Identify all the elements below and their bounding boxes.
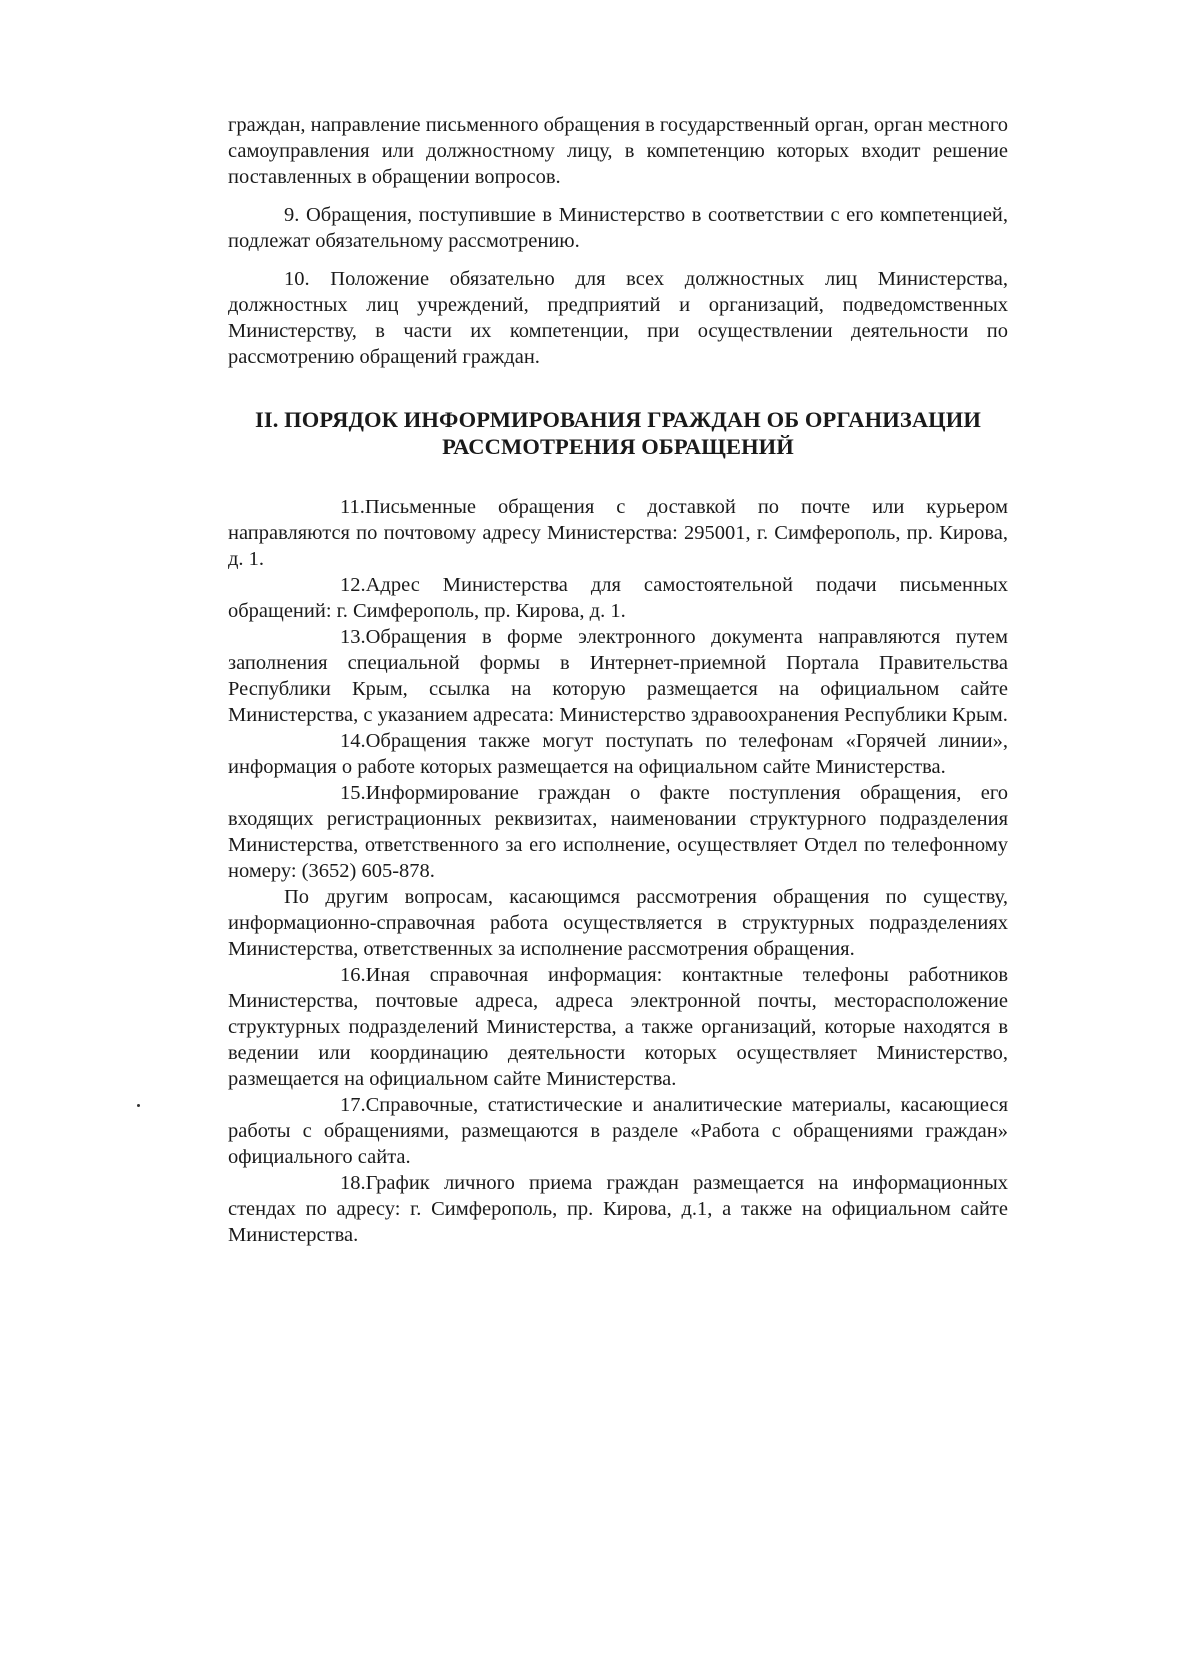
paragraph-12-number: 12. — [340, 574, 366, 596]
paragraph-13 — [228, 624, 1008, 728]
paragraph-18-number: 18. — [340, 1172, 366, 1194]
section-title-line-1: II. ПОРЯДОК ИНФОРМИРОВАНИЯ ГРАЖДАН ОБ ОРГАНИЗАЦИИ — [255, 407, 981, 432]
paragraph-15 — [228, 780, 1008, 884]
paragraph-15-text: Информирование граждан о факте поступления обращения, его входящих регистрационных реквизитах, наименовании структурного подразделения Министерства, ответственного за его исполнение, осуществляет Отдел по телефонному номеру: (3652) 605-878. — [228, 782, 1008, 882]
section-title — [228, 406, 1008, 460]
scan-speck — [137, 1104, 140, 1107]
paragraph-9-text: Обращения, поступившие в Министерство в соответствии с его компетенцией, подлежат обязательному рассмотрению. — [228, 204, 1009, 252]
paragraph-15-continuation — [228, 884, 1008, 962]
paragraph-15-number: 15. — [340, 782, 366, 804]
paragraph-18 — [228, 1170, 1008, 1248]
paragraph-12-text: Адрес Министерства для самостоятельной подачи письменных обращений: г. Симферополь, пр. Кирова, д. 1. — [228, 574, 1008, 622]
paragraph-16-text: Иная справочная информация: контактные телефоны работников Министерства, почтовые адреса, адреса электронной почты, месторасположение структурных подразделений Министерства, а также организаций, которые находятся в ведении или координацию деятельности которых осуществляет Министерство, размещается на официальном сайте Министерства. — [228, 964, 1008, 1090]
paragraph-11-text: Письменные обращения с доставкой по почте или курьером направляются по почтовому адресу Министерства: 295001, г. Симферополь, пр. Кирова, д. 1. — [228, 496, 1008, 570]
paragraph-13-text: Обращения в форме электронного документа направляются путем заполнения специальной формы в Интернет-приемной Портала Правительства Республики Крым, ссылка на которую размещается на официальном сайте Министерства, с указанием адресата: Министерство здравоохранения Республики Крым. — [228, 626, 1008, 726]
paragraph-15-continuation-text: По другим вопросам, касающимся рассмотрения обращения по существу, информационно-справочная работа осуществляется в структурных подразделениях Министерства, ответственных за исполнение рассмотрения обращения. — [228, 886, 1008, 960]
paragraph-9-number: 9. — [284, 204, 300, 226]
section-title-line-2: РАССМОТРЕНИЯ ОБРАЩЕНИЙ — [442, 434, 794, 459]
paragraph-10 — [228, 266, 1008, 370]
paragraph-18-text: График личного приема граждан размещается на информационных стендах по адресу: г. Симферополь, пр. Кирова, д.1, а также на официальном сайте Министерства. — [228, 1172, 1008, 1246]
paragraph-10-text: Положение обязательно для всех должностных лиц Министерства, должностных лиц учреждений, предприятий и организаций, подведомственных Министерству, в части их компетенции, при осуществлении деятельности по рассмотрению обращений граждан. — [228, 268, 1009, 368]
paragraph-16-number: 16. — [340, 964, 366, 986]
paragraph-11 — [228, 494, 1008, 572]
paragraph-14-text: Обращения также могут поступать по телефонам «Горячей линии», информация о работе которых размещается на официальном сайте Министерства. — [228, 730, 1008, 778]
paragraph-14 — [228, 728, 1008, 780]
paragraph-11-number: 11. — [340, 496, 365, 518]
intro-continuation-text: граждан, направление письменного обращения в государственный орган, орган местного самоуправления или должностному лицу, в компетенцию которых входит решение поставленных в обращении вопросов. — [228, 114, 1008, 188]
intro-continuation-paragraph — [228, 112, 1008, 190]
paragraph-14-number: 14. — [340, 730, 366, 752]
document-body — [228, 112, 1008, 1248]
paragraph-12 — [228, 572, 1008, 624]
paragraph-16 — [228, 962, 1008, 1092]
paragraph-17-number: 17. — [340, 1094, 366, 1116]
paragraph-9 — [228, 202, 1008, 254]
paragraph-10-number: 10. — [284, 268, 310, 290]
paragraph-17 — [228, 1092, 1008, 1170]
paragraph-13-number: 13. — [340, 626, 366, 648]
paragraph-17-text: Справочные, статистические и аналитические материалы, касающиеся работы с обращениями, размещаются в разделе «Работа с обращениями граждан» официального сайта. — [228, 1094, 1008, 1168]
